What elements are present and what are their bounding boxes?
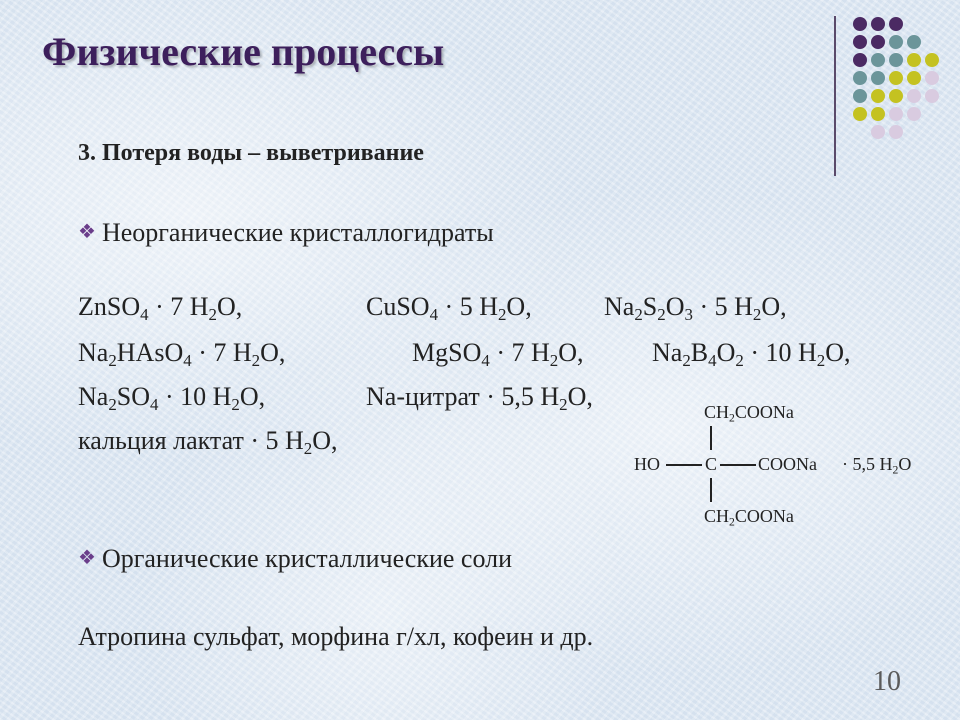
formula-na2so4: $Na_2SO_4 \cdot 10$ $H_2O$, — [78, 382, 266, 415]
decorative-dot — [853, 89, 867, 103]
decorative-dot — [871, 35, 885, 49]
bullet-organic-label: Органические кристаллические соли — [101, 544, 513, 573]
formula-na2b4o2: $Na_2B_4O_2 \cdot 10$ $H_2O$, — [652, 338, 851, 371]
diamond-bullet-icon: ❖ — [78, 221, 96, 243]
structure-bottom-group: $CH_2COONa$ — [704, 506, 794, 529]
examples-text: Атропина сульфат, морфина г/хл, кофеин и др. — [78, 622, 594, 651]
decorative-dot — [907, 89, 921, 103]
diamond-bullet-icon: ❖ — [78, 547, 96, 569]
formula-calcium-lactate: кальция лактат · 5 $H_2O$, — [78, 426, 338, 459]
decorative-dot — [871, 53, 885, 67]
decorative-dot — [853, 35, 867, 49]
decorative-dot — [925, 89, 939, 103]
bond-left — [666, 464, 702, 466]
decorative-dot — [889, 71, 903, 85]
structure-central-carbon: C — [705, 454, 718, 474]
structure-right-group: COONa — [758, 454, 817, 474]
structure-hydroxyl: HO — [634, 454, 660, 474]
bullet-inorganic-label: Неорганические кристаллогидраты — [101, 218, 494, 247]
structure-hydrate: · 5,5 $H_2O$ — [842, 454, 912, 477]
decorative-dot — [889, 89, 903, 103]
formula-na-citrate: Na-цитрат · 5,5 $H_2O$, — [366, 382, 593, 415]
slide-title: Физические процессы — [42, 29, 445, 74]
decorative-dot — [907, 107, 921, 121]
formula-na2s2o3: $Na_2S_2O_3 \cdot 5$ $H_2O$, — [604, 292, 787, 325]
decorative-dot — [853, 71, 867, 85]
formula-cuso4: CuSO$_4$ · 5 $H_2O$, — [366, 292, 532, 325]
decorative-dot — [871, 89, 885, 103]
decorative-dot — [889, 125, 903, 139]
decorative-dot — [889, 35, 903, 49]
structure-top-group: $CH_2COONa$ — [704, 402, 794, 425]
bond-bottom — [710, 478, 712, 502]
decorative-dot — [871, 17, 885, 31]
decorative-dot — [907, 53, 921, 67]
decorative-dot — [925, 71, 939, 85]
bullet-organic — [78, 544, 512, 574]
decorative-dot — [853, 17, 867, 31]
decorative-dot — [907, 71, 921, 85]
formula-mgso4: MgSO$_4$ · 7 $H_2O$, — [412, 338, 584, 371]
decorative-divider-line — [834, 16, 836, 176]
formula-znso4: ZnSO$_4$ · 7 $H_2O$, — [78, 292, 243, 325]
decorative-dot — [889, 53, 903, 67]
section-heading: 3. Потеря воды – выветривание — [78, 140, 424, 166]
decorative-dot — [889, 107, 903, 121]
decorative-dot — [871, 107, 885, 121]
decorative-dot — [889, 17, 903, 31]
decorative-dot — [907, 35, 921, 49]
bullet-inorganic — [78, 218, 494, 248]
decorative-dot — [871, 125, 885, 139]
decorative-dot — [871, 71, 885, 85]
page-number: 10 — [873, 666, 901, 697]
decorative-dot — [925, 53, 939, 67]
bond-right — [720, 464, 756, 466]
decorative-dot — [853, 107, 867, 121]
bond-top — [710, 426, 712, 450]
decorative-dot — [853, 53, 867, 67]
formula-na2haso4: $Na_2HAsO_4 \cdot 7$ $H_2O$, — [78, 338, 286, 371]
